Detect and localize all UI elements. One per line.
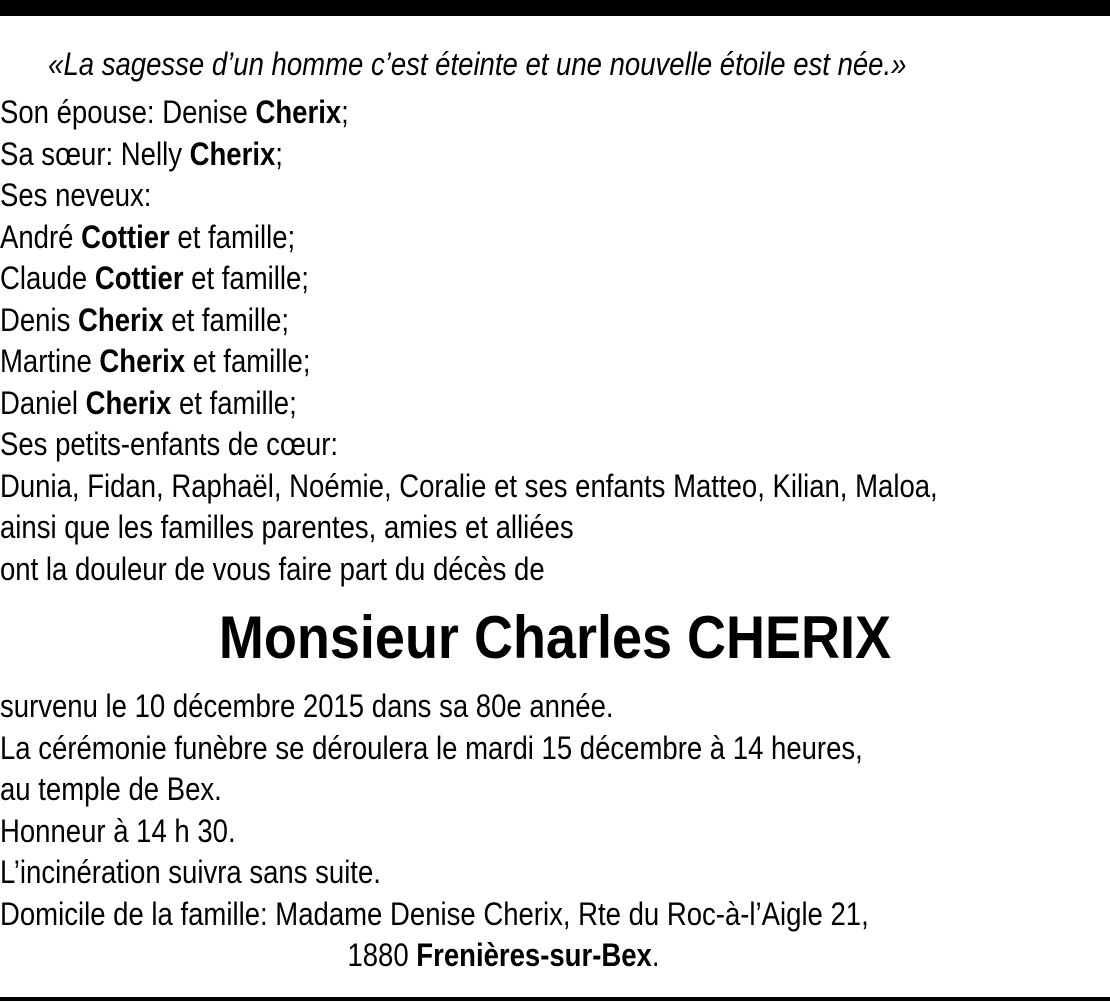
spouse-surname: Cherix — [255, 94, 342, 130]
relatives-line: ainsi que les familles parentes, amies et alliées — [0, 509, 574, 545]
spouse-prefix: Son épouse: Denise — [0, 94, 256, 130]
nephews-heading: Ses neveux: — [0, 177, 152, 213]
nephew-line — [0, 300, 1109, 342]
nephew-first-name: André — [0, 218, 82, 255]
sister-suffix: ; — [275, 135, 283, 172]
ceremony-line: La cérémonie funèbre se déroulera le mardi 15 décembre à 14 heures, — [0, 729, 863, 766]
domicile-town-line — [0, 935, 1110, 977]
epitaph-quote: «La sagesse d’un homme c’est éteinte et une nouvelle étoile est née.» — [48, 46, 907, 82]
nephew-first-name: Denis — [0, 301, 79, 338]
postcode: 1880 — [347, 937, 417, 973]
nephew-line — [0, 383, 1109, 425]
death-date-line: survenu le 10 décembre 2015 dans sa 80e année. — [0, 688, 614, 724]
nephew-surname: Cherix — [85, 384, 172, 421]
nephew-surname: Cherix — [78, 301, 164, 338]
obituary-notice — [0, 36, 1110, 977]
nephew-line — [0, 341, 1109, 383]
grandchildren-list: Dunia, Fidan, Raphaël, Noémie, Coralie et ses enfants Matteo, Kilian, Maloa, — [0, 467, 938, 504]
spouse-suffix: ; — [341, 94, 349, 130]
nephew-suffix: et famille; — [171, 384, 297, 421]
bottom-rule — [0, 997, 1110, 1001]
ceremony-location-line: au temple de Bex. — [0, 771, 222, 807]
town-suffix: . — [651, 937, 660, 973]
domicile-line: Domicile de la famille: Madame Denise Cherix, Rte du Roc-à-l’Aigle 21, — [0, 895, 869, 932]
town-name: Frenières-sur-Bex — [416, 937, 652, 973]
nephew-line — [0, 217, 1109, 259]
sister-surname: Cherix — [189, 135, 276, 172]
nephew-suffix: et famille; — [183, 260, 309, 296]
deceased-name-heading: Monsieur Charles CHERIX — [218, 604, 892, 671]
nephew-line — [0, 258, 1109, 300]
nephew-suffix: et famille; — [185, 343, 311, 379]
nephew-suffix: et famille; — [163, 301, 290, 338]
sister-prefix: Sa sœur: Nelly — [0, 135, 190, 172]
nephew-suffix: et famille; — [169, 218, 296, 255]
grandchildren-heading: Ses petits-enfants de cœur: — [0, 426, 339, 462]
nephew-surname: Cottier — [94, 260, 184, 296]
cremation-line: L’incinération suivra sans suite. — [0, 854, 381, 890]
spouse-line — [0, 92, 1109, 134]
nephew-first-name: Martine — [0, 343, 100, 379]
sister-line — [0, 134, 1109, 176]
nephew-first-name: Claude — [0, 260, 95, 296]
honour-line: Honneur à 14 h 30. — [0, 812, 236, 849]
top-rule — [0, 0, 1110, 16]
announcement-line: ont la douleur de vous faire part du décès de — [0, 550, 545, 587]
nephew-surname: Cherix — [99, 343, 186, 379]
nephew-surname: Cottier — [81, 218, 170, 255]
nephew-first-name: Daniel — [0, 384, 86, 421]
